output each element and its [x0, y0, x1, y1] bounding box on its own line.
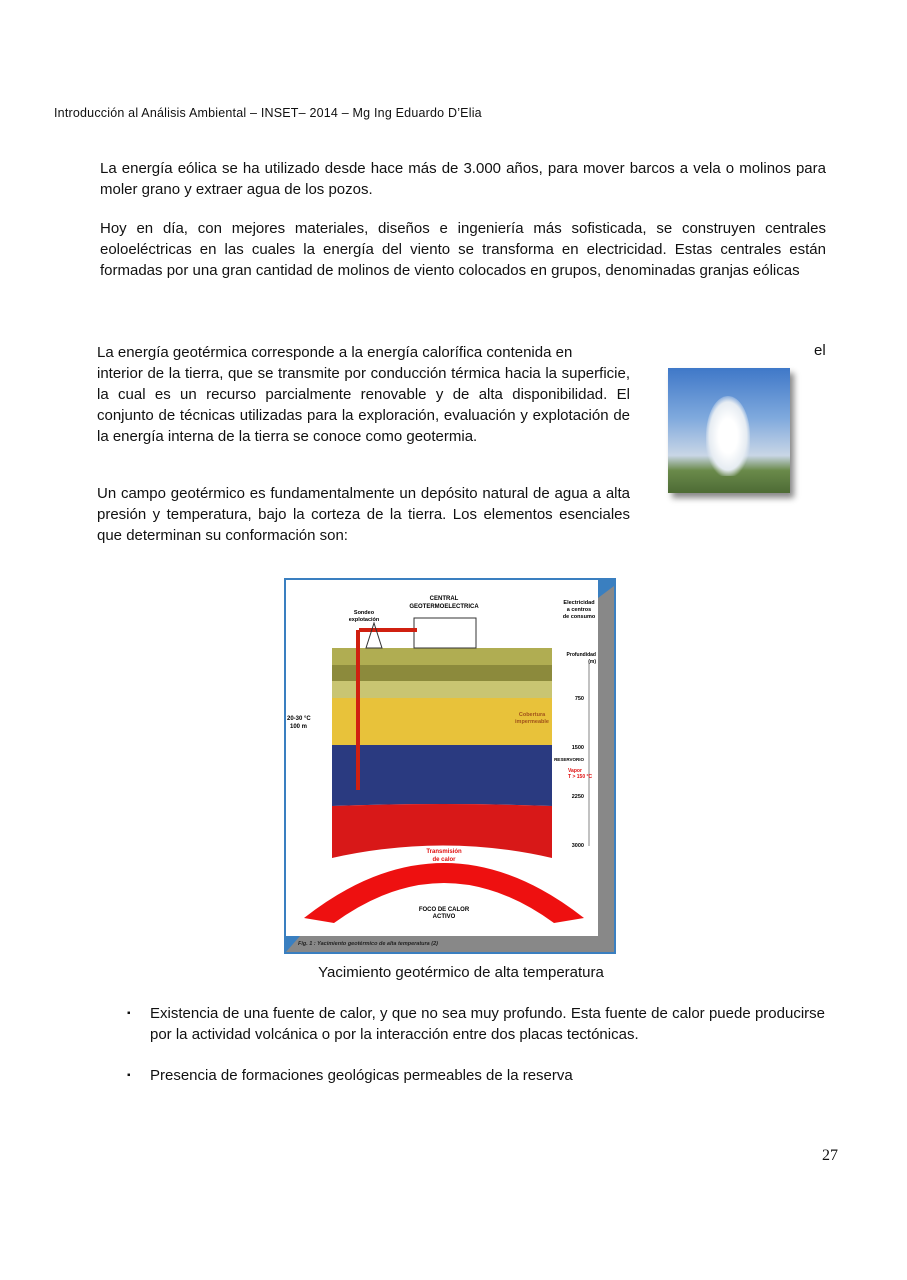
- figure-caption: Yacimiento geotérmico de alta temperatura: [318, 964, 604, 981]
- bullet-item: Presencia de formaciones geológicas permeables de la reserva: [150, 1067, 573, 1084]
- label-elec1: Electricidad: [563, 600, 595, 606]
- depth-3000: 3000: [571, 843, 584, 849]
- label-figure: Fig. 1 : Yacimiento geotérmico de alta temperatura (2): [298, 941, 438, 947]
- depth-2250: 2250: [571, 794, 584, 800]
- bullet-item: Existencia de una fuente de calor, y que no sea muy profundo. Esta fuente de calor puede producirse por la actividad volcánica o por la interacción entre dos placas tectónicas.: [150, 1005, 825, 1043]
- label-explotacion: explotación: [348, 617, 380, 623]
- geothermal-diagram: [284, 578, 616, 954]
- label-cobertura: Cobertura: [518, 712, 546, 718]
- running-header: Introducción al Análisis Ambiental – INSET– 2014 – Mg Ing Eduardo D’Elia: [54, 106, 482, 120]
- label-sondeo: Sondeo: [353, 610, 375, 616]
- label-profundidad: Profundidad: [566, 652, 596, 658]
- label-impermeable: impermeable: [515, 719, 549, 725]
- paragraph-geothermal-field: Un campo geotérmico es fundamentalmente un depósito natural de agua a alta presión y temperatura, bajo la corteza de la tierra. Los elementos esenciales que determinan su conformación son:: [97, 485, 630, 544]
- label-m: (m): [588, 659, 596, 665]
- label-elec3: de consumo: [562, 614, 596, 620]
- paragraph-wind-farms: Hoy en día, con mejores materiales, diseños e ingeniería más sofisticada, se construyen centrales eoloeléctricas en las cuales la energía del viento se transforma en electricidad. Estas centrales están formadas por una gran cantidad de molinos de viento colocados en grupos, denominadas granjas eólicas: [100, 220, 826, 279]
- paragraph-geothermal-def: interior de la tierra, que se transmite por conducción térmica hacia la superficie, la cual es un recurso parcialmente renovable y de alta disponibilidad. El conjunto de técnicas utilizadas para la exploración, evaluación y explotación de la energía interna de la tierra se conoce como geotermia.: [97, 365, 630, 445]
- label-de-calor: de calor: [432, 857, 456, 863]
- label-vapor: Vapor: [568, 768, 582, 774]
- paragraph-geothermal-def-start: La energía geotérmica corresponde a la energía calorífica contenida en: [97, 344, 573, 361]
- label-per-100m: 100 m: [290, 724, 308, 730]
- label-central: CENTRAL: [429, 596, 459, 602]
- page-number: 27: [822, 1147, 838, 1164]
- label-elec2: a centros: [566, 607, 592, 613]
- geyser-photo: [668, 368, 790, 493]
- depth-750: 750: [574, 696, 584, 702]
- label-vapor-temp: T > 150 °C: [568, 774, 593, 780]
- paragraph-wind-history: La energía eólica se ha utilizado desde hace más de 3.000 años, para mover barcos a vela o molinos para moler grano y extraer agua de los pozos.: [100, 160, 826, 198]
- label-activo: ACTIVO: [432, 914, 456, 920]
- label-geo: GEOTERMOELECTRICA: [409, 604, 479, 610]
- depth-1500: 1500: [571, 745, 584, 751]
- bullet-icon: ▪: [127, 1008, 131, 1019]
- label-foco: FOCO DE CALOR: [418, 907, 470, 913]
- label-transmision: Transmisión: [426, 849, 462, 855]
- paragraph-geothermal-word: el: [814, 342, 826, 359]
- label-reservorio: RESERVORIO: [554, 757, 584, 762]
- bullet-icon: ▪: [127, 1070, 131, 1081]
- label-gradient: 20-30 °C: [287, 716, 311, 722]
